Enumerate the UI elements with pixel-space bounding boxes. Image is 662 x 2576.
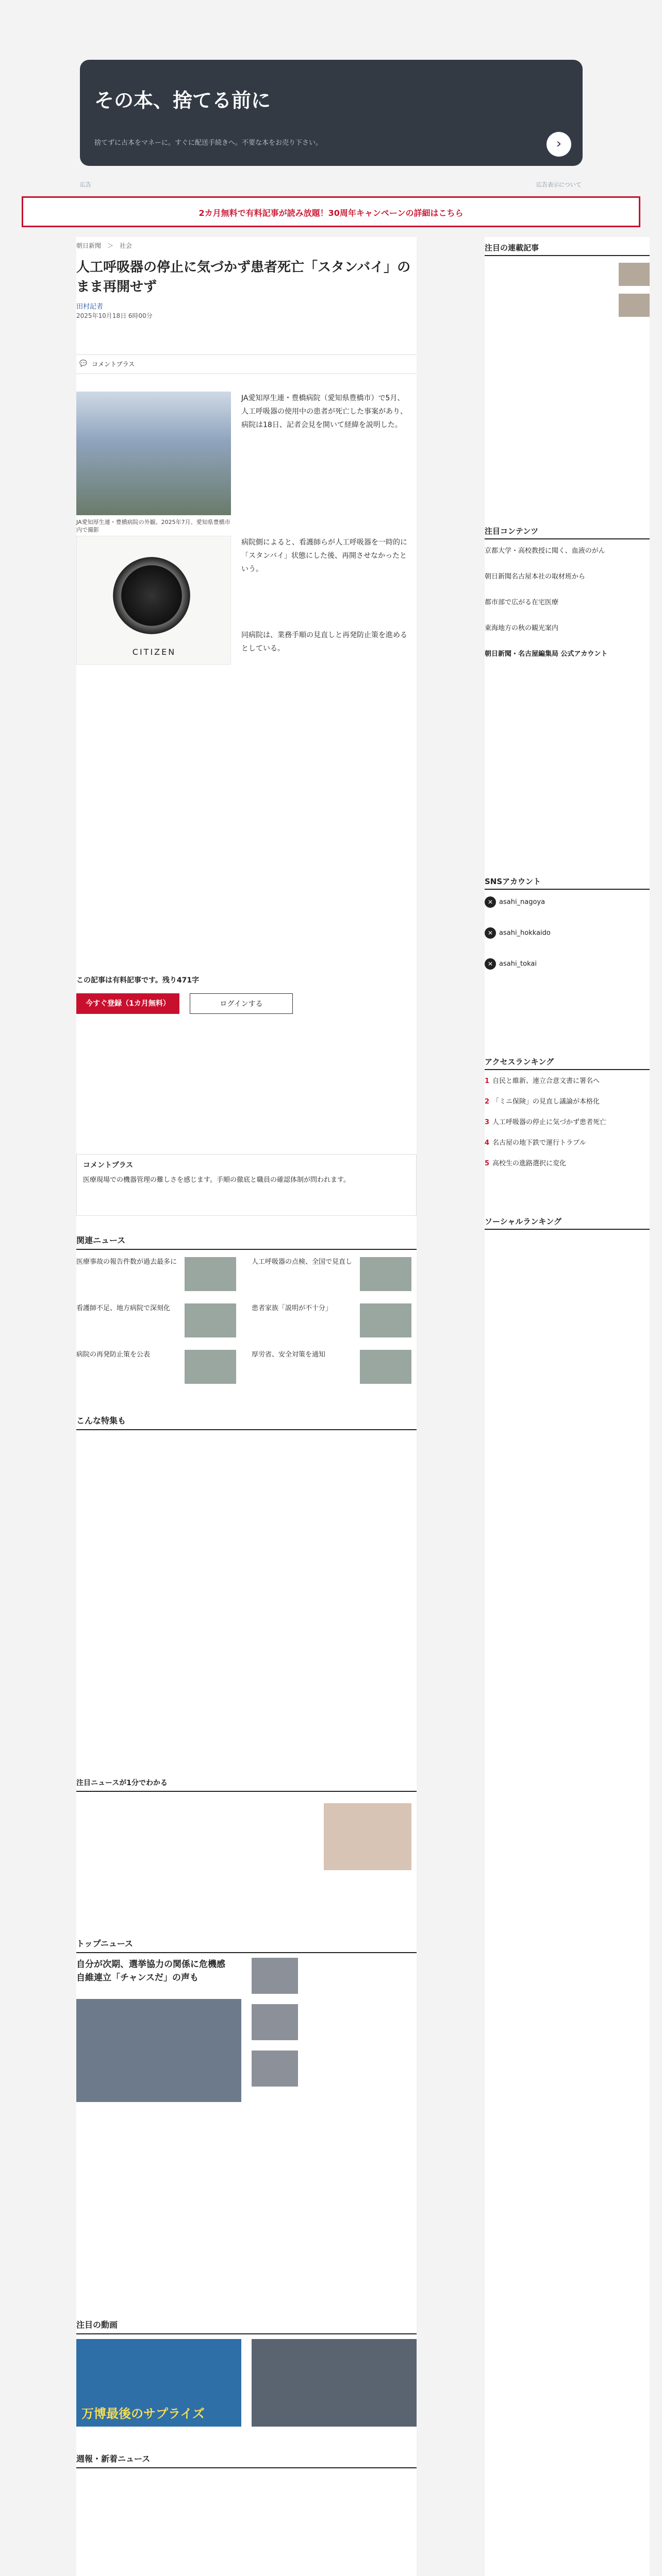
promo-banner[interactable]	[80, 60, 583, 166]
sns-account[interactable]: ✕ asahi_nagoya	[485, 896, 650, 908]
article-paragraph: 同病院は、業務手順の見直しと再発防止策を進めるとしている。	[241, 631, 407, 653]
twitter-icon: ✕	[485, 896, 496, 908]
sidebar-thumb[interactable]	[619, 263, 650, 286]
twitter-icon: ✕	[485, 927, 496, 939]
video-caption: 万博最後のサプライズ	[81, 2406, 205, 2421]
sns-account[interactable]: ✕ asahi_hokkaido	[485, 927, 650, 939]
sns-heading: SNSアカウント	[485, 876, 650, 890]
top-news-heading: トップニュース	[76, 1937, 417, 1953]
ranking-item[interactable]: 2 「ミニ保険」の見直し議論が本格化	[485, 1098, 600, 1106]
main-column	[76, 237, 417, 2576]
more-heading: こんな特集も	[76, 1414, 417, 1430]
related-thumb	[185, 1257, 236, 1291]
top-news-photo[interactable]	[76, 1999, 241, 2102]
news-thumb[interactable]	[252, 1958, 298, 1994]
related-item[interactable]: 看護師不足、地方病院で深刻化	[76, 1303, 236, 1340]
sns-account[interactable]: ✕ asahi_tokai	[485, 958, 650, 970]
article-paragraph: JA愛知厚生連・豊橋病院（愛知県豊橋市）で5月、人工呼吸器の使用中の患者が死亡した事案があり、病院は18日、記者会見を開いて経緯を説明した。	[241, 394, 407, 429]
related-thumb	[185, 1350, 236, 1384]
comment-plus-text: 医療現場での機器管理の難しさを感じます。手順の徹底と職員の確認体制が問われます。	[83, 1176, 350, 1184]
news-thumb[interactable]	[252, 2050, 298, 2087]
top-bar	[0, 0, 662, 57]
related-item[interactable]: 人工呼吸器の点検、全国で見直し	[252, 1257, 411, 1293]
comment-plus-label[interactable]: コメントプラス	[92, 361, 135, 368]
comment-plus-box	[76, 1154, 417, 1216]
sidebar-list-item[interactable]: 東海地方の秋の観光案内	[485, 624, 559, 632]
related-item[interactable]: 厚労省、安全対策を通知	[252, 1350, 411, 1386]
ranking-item[interactable]: 3 人工呼吸器の停止に気づかず患者死亡	[485, 1118, 607, 1126]
comment-icon: 💬	[79, 360, 87, 367]
ranking-item[interactable]: 4 名古屋の地下鉄で運行トラブル	[485, 1139, 586, 1147]
arrow-icon[interactable]: ›	[547, 132, 571, 157]
login-button[interactable]: ログインする	[190, 993, 293, 1014]
related-item[interactable]: 患者家族「説明が不十分」	[252, 1303, 411, 1340]
sidebar-list-item[interactable]: 京都大学・高校教授に聞く、血液のがん	[485, 547, 605, 555]
related-item[interactable]: 医療事故の報告件数が過去最多に	[76, 1257, 236, 1293]
ranking-item[interactable]: 5 高校生の進路選択に変化	[485, 1160, 567, 1167]
top-news-lead[interactable]: 自分が次期、選挙協力の関係に危機感 自維連立「チャンスだ」の声も	[76, 1959, 234, 1983]
related-heading: 関連ニュース	[76, 1234, 417, 1250]
sidebar-list-item[interactable]: 都市部で広がる在宅医療	[485, 599, 559, 606]
campaign-banner[interactable]: 2カ月無料で有料記事が読み放題！30周年キャンペーンの詳細はこちら	[22, 196, 640, 227]
video-thumb[interactable]	[76, 2339, 241, 2427]
ad-brand: CITIZEN	[132, 647, 176, 657]
related-thumb	[360, 1257, 411, 1291]
related-thumb	[360, 1303, 411, 1337]
photo-caption: JA愛知厚生連・豊橋病院の外観。2025年7月、愛知県豊橋市内で撮影	[76, 519, 230, 533]
related-thumb	[360, 1350, 411, 1384]
sidebar-thumb[interactable]	[619, 294, 650, 317]
promo-title: その本、捨てる前に	[94, 89, 271, 112]
related-item[interactable]: 病院の再発防止策を公表	[76, 1350, 236, 1386]
article-title: 人工呼吸器の停止に気づかず患者死亡「スタンバイ」のまま再開せず	[76, 260, 411, 295]
video-heading: 注目の動画	[76, 2318, 417, 2334]
watch-ad[interactable]	[76, 536, 231, 665]
sidebar	[485, 237, 650, 2576]
watch-image	[113, 557, 190, 634]
twitter-icon: ✕	[485, 958, 496, 970]
access-ranking-heading: アクセスランキング	[485, 1056, 650, 1070]
sidebar-list-item[interactable]: 朝日新聞名古屋本社の取材班から	[485, 573, 586, 581]
social-ranking-heading: ソーシャルランキング	[485, 1216, 650, 1230]
comment-plus-heading: コメントプラス	[83, 1161, 134, 1170]
notice-heading: 注目ニュースが1分でわかる	[76, 1777, 417, 1792]
related-thumb	[185, 1303, 236, 1337]
sidebar-notable-heading: 注目の連載記事	[485, 242, 650, 256]
news-photo[interactable]	[324, 1803, 411, 1870]
comment-bar	[76, 354, 417, 374]
video-thumb[interactable]	[252, 2339, 417, 2427]
author-name[interactable]: 田村記者	[76, 303, 104, 311]
promo-text: 捨てずに古本をマネーに。すぐに配送手続きへ。不要な本をお売り下さい。	[94, 139, 323, 147]
sidebar-list-item[interactable]: 朝日新聞・名古屋編集局 公式アカウント	[485, 650, 608, 658]
article-photo[interactable]	[76, 392, 231, 515]
paywall-text: この記事は有料記事です。残り471字	[76, 976, 200, 985]
ad-label: 広告	[80, 181, 91, 188]
article-paragraph: 病院側によると、看護師らが人工呼吸器を一時的に「スタンバイ」状態にした後、再開させなかったという。	[241, 538, 407, 573]
sidebar-list-heading: 注目コンテンツ	[485, 526, 650, 539]
publish-date: 2025年10月18日 6時00分	[76, 312, 153, 319]
ranking-item[interactable]: 1 自民と維新、連立合意文書に署名へ	[485, 1077, 600, 1085]
breadcrumb[interactable]: 朝日新聞 ＞ 社会	[76, 242, 133, 249]
weekly-heading: 週報・新着ニュース	[76, 2452, 417, 2468]
ad-info-link[interactable]: 広告表示について	[536, 181, 582, 188]
subscribe-button[interactable]: 今すぐ登録（1カ月無料）	[76, 993, 179, 1014]
news-thumb[interactable]	[252, 2004, 298, 2040]
